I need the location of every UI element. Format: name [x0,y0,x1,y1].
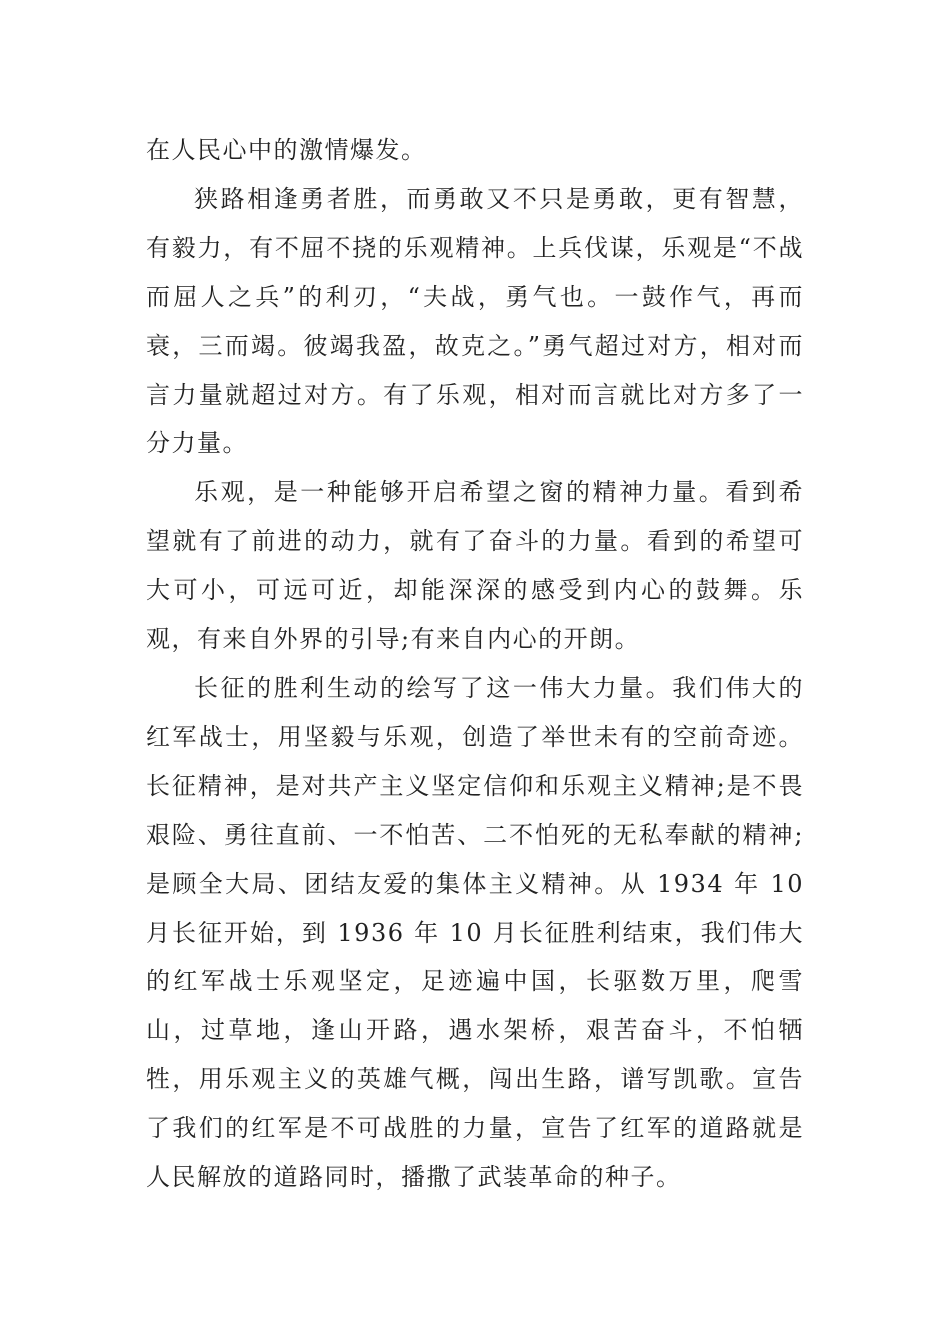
paragraph-continuation: 在人民心中的激情爆发。 [146,136,427,164]
paragraph-courage: 狭路相逢勇者胜，而勇敢又不只是勇敢，更有智慧，有毅力，有不屈不挠的乐观精神。上兵伐谋，乐观是“不战而屈人之兵”的利刃，“夫战，勇气也。一鼓作气，再而衰，三而竭。彼竭我盈，故克之。”勇气超过对方，相对而言力量就超过对方。有了乐观，相对而言就比对方多了一分力量。 [146,184,804,458]
paragraph-optimism: 乐观，是一种能够开启希望之窗的精神力量。看到希望就有了前进的动力，就有了奋斗的力量。看到的希望可大可小，可远可近，却能深深的感受到内心的鼓舞。乐观，有来自外界的引导;有来自内心的开朗。 [146,478,804,654]
paragraph-long-march: 长征的胜利生动的绘写了这一伟大力量。我们伟大的红军战士，用坚毅与乐观，创造了举世未有的空前奇迹。长征精神，是对共产主义坚定信仰和乐观主义精神;是不畏艰险、勇往直前、一不怕苦、二不怕死的无私奉献的精神;是顾全大局、团结友爱的集体主义精神。从 1934 年 10 月长征开始，到 1936 年 10 月长征胜利结束，我们伟大的红军战士乐观坚定，足迹遍中国，长驱数万里，爬雪山，过草地，逢山开路，遇水架桥，艰苦奋斗，不怕牺牲，用乐观主义的英雄气概，闯出生路，谱写凯歌。宣告了我们的红军是不可战胜的力量，宣告了红军的道路就是人民解放的道路同时，播撒了武装革命的种子。 [146,673,804,1192]
document-body [146,126,804,1202]
